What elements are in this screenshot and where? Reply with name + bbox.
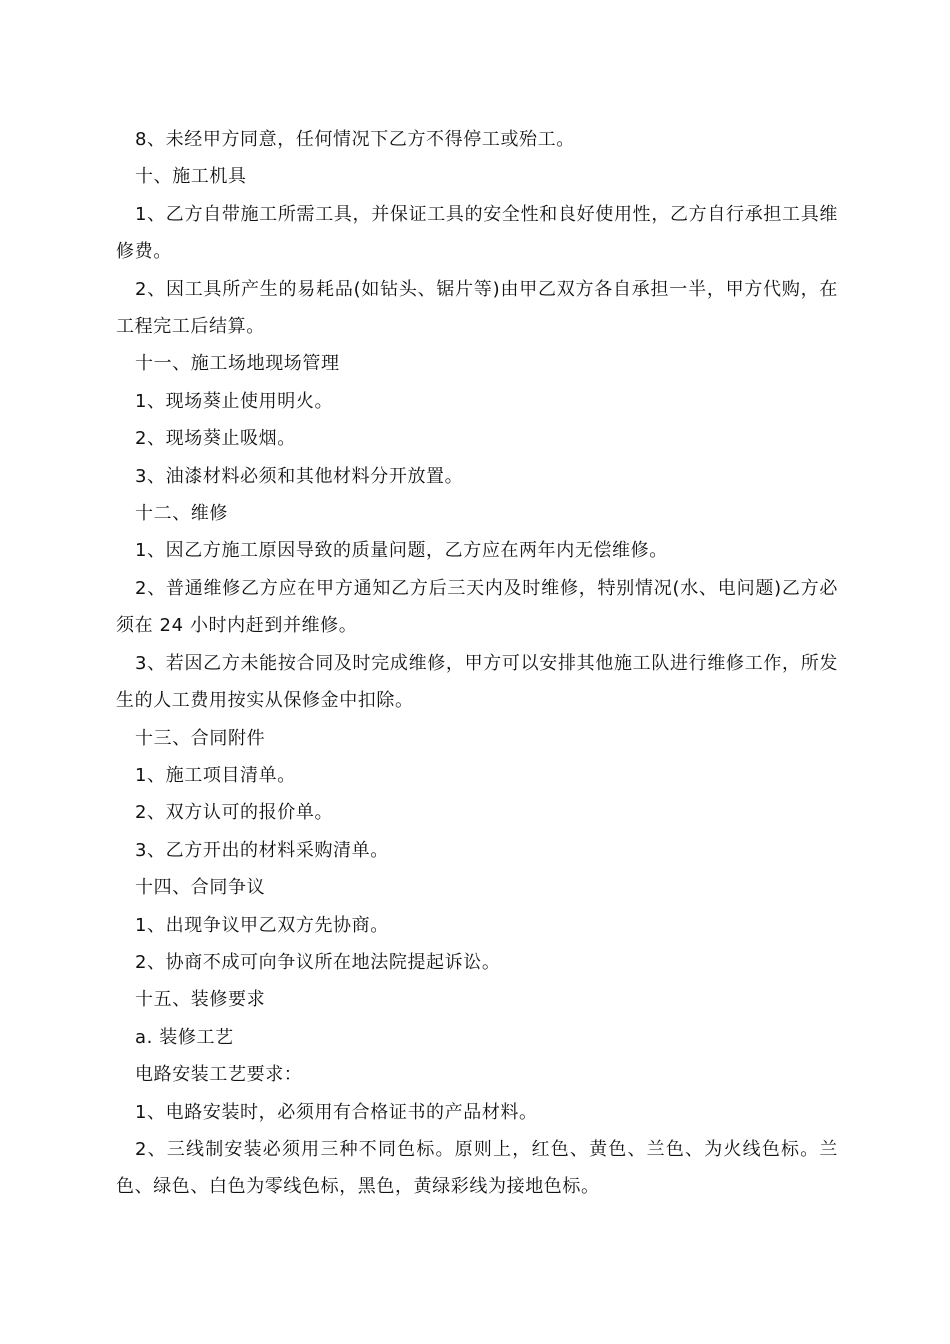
section-heading-maintenance: 十二、维修 [135,503,228,525]
section-heading-requirements: 十五、装修要求 [135,989,266,1011]
subheading-craft: a. 装修工艺 [135,1026,234,1048]
section-heading-site-management: 十一、施工场地现场管理 [135,353,340,375]
electrical-clause-1: 1、电路安装时，必须用有合格证书的产品材料。 [135,1101,538,1123]
attachment-clause-2: 2、双方认可的报价单。 [135,802,334,824]
site-clause-1: 1、现场葵止使用明火。 [135,390,334,412]
maintenance-clause-3: 3、若因乙方未能按合同及时完成维修，甲方可以安排其他施工队进行维修工作，所发生的人工费用按实从保修金中扣除。 [116,652,838,712]
document-body [116,121,838,1206]
section-heading-attachments: 十三、合同附件 [135,727,266,749]
dispute-clause-1: 1、出现争议甲乙双方先协商。 [135,914,389,936]
tools-clause-2: 2、因工具所产生的易耗品(如钻头、锯片等)由甲乙双方各自承担一半，甲方代购，在工程完工后结算。 [116,278,838,338]
attachment-clause-1: 1、施工项目清单。 [135,764,296,786]
maintenance-clause-2: 2、普通维修乙方应在甲方通知乙方后三天内及时维修，特别情况(水、电问题)乙方必须在 24 小时内赶到并维修。 [116,577,838,637]
section-heading-tools: 十、施工机具 [135,166,247,188]
clause-8-no-work-stoppage: 8、未经甲方同意，任何情况下乙方不得停工或殆工。 [135,129,575,150]
electrical-clause-2: 2、三线制安装必须用三种不同色标。原则上，红色、黄色、兰色、为火线色标。兰色、绿色、白色为零线色标，黑色，黄绿彩线为接地色标。 [116,1138,838,1198]
subheading-electrical: 电路安装工艺要求： [135,1064,303,1086]
tools-clause-1: 1、乙方自带施工所需工具，并保证工具的安全性和良好使用性，乙方自行承担工具维修费。 [116,203,838,263]
site-clause-2: 2、现场葵止吸烟。 [135,428,296,450]
attachment-clause-3: 3、乙方开出的材料采购清单。 [135,839,389,861]
maintenance-clause-1: 1、因乙方施工原因导致的质量问题，乙方应在两年内无偿维修。 [135,540,668,562]
section-heading-disputes: 十四、合同争议 [135,877,266,899]
site-clause-3: 3、油漆材料必须和其他材料分开放置。 [135,465,464,487]
dispute-clause-2: 2、协商不成可向争议所在地法院提起诉讼。 [135,951,501,973]
